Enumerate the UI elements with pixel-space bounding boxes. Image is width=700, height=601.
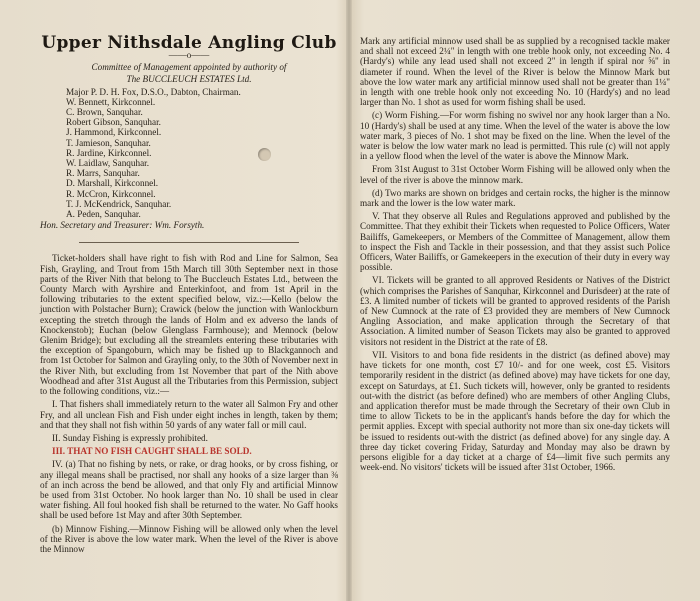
rule-paragraph: I. That fishers shall immediately return to the water all Salmon Fry and other Fry, and all unclean Fish and Fish under eight inches in length, taken by them; and that they shall not fish within 50 yards of any water fall or mill caul. bbox=[40, 399, 338, 430]
committee-heading: Committee of Management appointed by authority of bbox=[91, 62, 287, 73]
rule-paragraph: VI. Tickets will be granted to all approved Residents or Natives of the District (which comprises the Parishes of Sanquhar, Kirkconnel and Durisdeer) at the rate of £3. A limited number of tickets will be granted to approved residents of the Parish of New Cumnock at the rate of £3 provided they are members of New Cumnock Angling Association, and make application through the Secretary of that Association. A limited number of Season Tickets may also be granted to approved visitors not resident in the District at the rate of £8. bbox=[360, 275, 670, 347]
hon-secretary: Hon. Secretary and Treasurer: Wm. Forsyth. bbox=[40, 220, 205, 231]
committee-members bbox=[66, 87, 338, 220]
page-title: Upper Nithsdale Angling Club bbox=[41, 33, 337, 53]
member-item: W. Bennett, Kirkconnel. bbox=[66, 96, 156, 107]
rule-paragraph: II. Sunday Fishing is expressly prohibited. bbox=[52, 432, 208, 443]
intro-paragraph: Ticket-holders shall have right to fish with Rod and Line for Salmon, Sea Fish, Grayling, and Trout from 15th March till 30th September next in those parts of the River Nith that belong to The Buccleuch Estates Ltd., between the County March with Ayrshire and Enterkinfoot, and from 1st April in the following tributaries to the extent specified below, viz.:—Kello (below the junction with Polstacher Burn); Crawick (below the junction with Wanlockburn excepting the stretch through the lands of Holm and ex adverso the lands of Knockenstob); Euchan (below Glenglass Farmhouse); and Mennock (below Glenim Bridge); but excluding all the streamlets entering these tributaries with the exception of Spangoburn, which may be fished up to Blackgannoch and from 1st October for Salmon and Grayling only, to the 30th of November next in the River Nith, but excluding from 1st November that part of the Nith above Woodhead and after 31st August all the Tributaries from this Permission, subject to the following conditions, viz.:— bbox=[40, 253, 338, 397]
right-page bbox=[360, 36, 670, 475]
member-item: R. Marrs, Sanquhar. bbox=[66, 168, 140, 179]
member-item: Robert Gibson, Sanquhar. bbox=[66, 117, 161, 128]
rule-paragraph: VII. Visitors to and bona fide residents in the district (as defined above) may have tickets for one month, cost £7 10/- and for one week, cost £5. Visitors temporarily resident in the district (as defined above) may have tickets for one day, except on Saturdays, at £1. Such tickets will, however, only be granted to residents out-with the district (as before defined) who are members of other Angling Clubs, and application therefor must be made through the Secretary of their own Club in time to allow Tickets to be in the applicant's hands before the day for which the permit applies. Except with special authority not more than six one-day tickets will be issued to residents out-with the district (as defined above) for any single day. A three day ticket covering Friday, Saturday and Monday may also be drawn by persons eligible for a day ticket at a charge of £4—limit five such permits any week-end. No visitors' tickets will be issued after 31st October, 1966. bbox=[360, 349, 670, 473]
member-item: R. McCron, Kirkconnel. bbox=[66, 188, 156, 199]
divider bbox=[79, 242, 299, 243]
rule-paragraph: IV. (a) That no fishing by nets, or rake, or drag hooks, or by cross fishing, or any illegal means shall be practised, nor shall any hooks of a size larger than ⅜ of an inch across the bend be allowed, and that only Fly and artificial Minnow be used from 31st October. No hook larger than No. 10 shall be used in clear water fishing. All foul hooked fish shall be returned to the water. No Gaff hooks shall be used before 1st May and after 30th September. bbox=[40, 459, 338, 521]
center-fold bbox=[346, 0, 352, 601]
rule-three-paragraph: III. THAT NO FISH CAUGHT SHALL BE SOLD. bbox=[52, 446, 252, 457]
member-item: T. Jamieson, Sanquhar. bbox=[66, 137, 151, 148]
member-item: Major P. D. H. Fox, D.S.O., Dabton, Chairman. bbox=[66, 86, 241, 97]
left-page bbox=[40, 0, 338, 557]
title-ornament: ——o—— bbox=[168, 50, 210, 61]
member-item: W. Laidlaw, Sanquhar. bbox=[66, 158, 150, 169]
member-item: D. Marshall, Kirkconnel. bbox=[66, 178, 159, 189]
member-item: C. Brown, Sanquhar. bbox=[66, 107, 143, 118]
rule-paragraph: Mark any artificial minnow used shall be as supplied by a recognised tackle maker and shall not exceed 2¼" in length with one treble hook only, not exceeding No. 4 (Hardy's) while any lead used shall not exceed 2" in length if spiral nor ⅝" in diameter if round. When the level of the River is below the Minnow Mark but above the low water mark any artificial minnow used shall not be greater than 1¼" in length with one treble hook only not exceeding No. 10 (Hardy's) and no lead larger than No. 1 shot as used for worm fishing shall be used. bbox=[360, 36, 670, 108]
rule-paragraph: V. That they observe all Rules and Regulations approved and published by the Committee. That they exhibit their Tickets when requested to Police Officers, Water Bailiffs, Gamekeepers, or Members of the Committee of Management, allow them to inspect the Fish and Tackle in their possession, and that they assist such Police Officers, Water Bailiffs, or Gamekeepers in the execution of their duty in every way possible. bbox=[360, 211, 670, 273]
member-item: A. Peden, Sanquhar. bbox=[66, 209, 141, 220]
member-item: T. J. McKendrick, Sanquhar. bbox=[66, 198, 172, 209]
rule-paragraph: (d) Two marks are shown on bridges and certain rocks, the higher is the minnow mark and the lower is the low water mark. bbox=[360, 187, 670, 209]
rule-paragraph: From 31st August to 31st October Worm Fishing will be allowed only when the level of the river is above the minnow mark. bbox=[360, 164, 670, 185]
rule-paragraph: (c) Worm Fishing.—For worm fishing no swivel nor any hook larger than a No. 10 (Hardy's) shall be used at any time. When the level of the water is above the low water mark, 3 pieces of No. 1 shot may be fixed on the line. When the level of the water is below the low water mark no lead is permitted. This rule (c) will not apply in a yellow flood when the level of the water is above the Minnow Mark. bbox=[360, 110, 670, 162]
rule-paragraph: (b) Minnow Fishing.—Minnow Fishing will be allowed only when the level of the River is above the low water mark. When the level of the River is above the Minnow bbox=[40, 523, 338, 554]
member-item: R. Jardine, Kirkconnel. bbox=[66, 147, 152, 158]
committee-authority: The BUCCLEUCH ESTATES Ltd. bbox=[126, 74, 252, 85]
member-item: J. Hammond, Kirkconnel. bbox=[66, 127, 162, 138]
